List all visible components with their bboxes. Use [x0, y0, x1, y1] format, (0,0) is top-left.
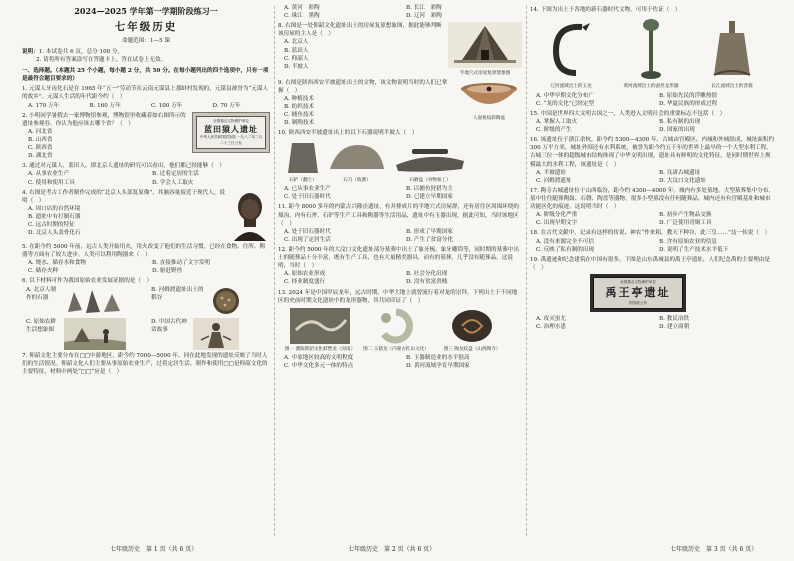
option: B. 玉器制造业的水平很高 — [406, 355, 470, 362]
option: A. 170 万年 — [28, 102, 60, 109]
option: C. 中华文化多元一体的特点 — [284, 363, 354, 370]
question-stem: 1. 元谋人牙齿化石是在 1965 年“五一”劳动节在云南元谋县上那蚌村发现的，元谋县被誉为“元谋人的故乡”。元谋人生活的年代距今约（ ） — [22, 86, 269, 101]
question-13 — [278, 289, 522, 371]
question-14 — [530, 6, 776, 108]
yu-wang-pavilion-plaque-image — [590, 274, 686, 312]
option: A. 北京人制作的石器 — [26, 287, 56, 302]
silk-dragon-vessel-image — [634, 17, 668, 81]
option: A. 处于旧石器时代 — [284, 228, 331, 235]
figure-caption: 半地穴式房屋复原想象图 — [459, 71, 511, 77]
figure-caption: 图一 濮阳仰韶文化蚌塑龙（河南） — [284, 346, 356, 352]
option: B. 遗址中有打制石器 — [28, 214, 81, 220]
figure-caption: 黄河流域出土的蚕丝龙形器 — [623, 84, 679, 90]
question-stem: 18. 在古代文献中，记录有这样的传说，神农“作来耜，教天下种谷，此三皇……”这一传说（ ） — [530, 230, 771, 237]
jade-dragon-image — [546, 17, 596, 81]
option: D. 广泛使用青铜工具 — [659, 220, 712, 227]
question-stem: 10. 陕西西安半坡遗址出土的以下石器说明半坡人（ ） — [278, 130, 418, 137]
option: C. 出现早期文字 — [536, 220, 578, 227]
question-8 — [278, 22, 522, 77]
page-2-column — [278, 4, 522, 544]
figure — [360, 308, 432, 353]
plaque-bottom-text: 国务院公布 — [629, 301, 647, 306]
plaque-bottom-text: 中华人民共和国国务院 一九八二年二月二十三日公布 — [199, 135, 263, 145]
page-3-column — [530, 4, 776, 544]
figure — [692, 17, 772, 90]
stone-spade-image — [284, 141, 322, 175]
option: D. 湖北省 — [28, 153, 53, 160]
option: B. 过着定居的生活 — [152, 171, 199, 178]
option: D. 大汶口文化遗址 — [659, 177, 706, 184]
figure — [448, 22, 522, 77]
option: B. 社会分化出现 — [406, 271, 448, 278]
option: D. 70 万年 — [212, 102, 241, 109]
option: C. 远古时期的特征 — [28, 222, 75, 229]
page-footer: 七年级历史 第 1 页（共 6 页） — [110, 546, 198, 553]
school-year-heading: 2024—2025 学年第一学期阶段练习一 — [74, 6, 218, 16]
option: C. 反映了私有制的出现 — [536, 246, 594, 253]
option: D. 国家的出现 — [659, 127, 695, 134]
option: C. 100 万年 — [151, 102, 183, 109]
question-stem: 6. 以下材料可作为我国原始农业发展证据的是（ ） — [22, 278, 153, 285]
option: A. 从事农业生产 — [28, 171, 70, 178]
figure-caption: 图二 玉猪龙（内蒙古红山文化） — [363, 346, 429, 352]
option: A. 攻灭蚩尤 — [536, 316, 566, 323]
figure-caption: 人面鱼纹彩陶盆 — [472, 115, 506, 121]
figure-caption: 长江流域出土的昔鹿 — [711, 84, 753, 90]
option: B. 蓝田人 — [284, 47, 309, 54]
option: C. 择业制度盛行 — [284, 279, 326, 286]
option: B. 160 万年 — [89, 102, 121, 109]
question-7-options — [278, 4, 522, 20]
option: C. 原始农耕生活想象图 — [26, 319, 57, 334]
option: C. 出现了定居生活 — [284, 236, 331, 243]
question-stem: 3. 通过对元谋人、蓝田人，即北京人遗址的研究可以看出，他们都已经能够（ ） — [22, 163, 225, 170]
lantian-site-plaque-image — [192, 112, 270, 153]
option: A. 没有来源完全不可信 — [536, 238, 594, 245]
option: C. 处于旧石器时代 — [284, 194, 331, 201]
option: B. 长江 彩陶 — [406, 5, 442, 11]
question-11 — [278, 203, 522, 244]
option: C. 珠江 黑陶 — [284, 13, 320, 20]
option: D. 学会人工取火 — [152, 179, 194, 186]
exam-title: 七年级历史 — [114, 20, 178, 33]
option: B. 良渚古城遗址 — [659, 169, 701, 176]
plaque-top-text: 全国重点文物保护单位 — [620, 280, 656, 285]
question-1 — [22, 85, 270, 109]
figure — [456, 79, 522, 122]
option: D. 北京人头盖骨化石 — [28, 230, 81, 237]
shell-dragon-image — [290, 308, 350, 344]
question-stem: 8. 右图是一处仰韶文化遗址出土的房屋复原想象图，据此能够判断该房屋的主人是（ ） — [278, 23, 442, 38]
option: A. 原始农业形成 — [284, 271, 326, 278]
option: D. 黄河流域孕育早期国家 — [406, 363, 470, 370]
figure-caption: 石磨盘（谷物加工） — [409, 177, 451, 183]
option: D. 驱赶野兽 — [152, 268, 183, 274]
option: A. 周口店的自然环境 — [28, 205, 81, 212]
option: A. 掌握人工取火 — [536, 119, 578, 126]
question-15 — [530, 110, 776, 134]
exam-scope: 命题范围：1—5 课 — [121, 37, 171, 44]
question-3 — [22, 162, 270, 186]
figure — [532, 17, 610, 90]
plaque-main-text: 禹王亭遗址 — [605, 286, 671, 300]
question-stem: 7. 仰韶文化主要分布在□□中游地区，距今约 7000—5000 年，同在此地发现的遗址反映了当时人们的生活情况。仰韶文化人们主要从事原始农业生产，过着定居生活。制作和使用□□是仰韶文化的主要特征，材料中两处“□□”应是（ ） — [22, 353, 268, 376]
figure-caption: 石刀（收割） — [343, 177, 371, 183]
question-stem: 11. 距今 8000 多年的内蒙古兴隆洼遗址，有并排成片的半地穴式房屋群，还有居住区周围环绕的壕沟，内有石斧、石铲等生产工具和陶器等生活用品，遗址中有玉器出现，据此可知，当时该地区（ ） — [278, 204, 520, 227]
option: C. 阶级的产生 — [536, 127, 572, 134]
question-10 — [278, 129, 522, 201]
figure — [284, 308, 356, 353]
question-19 — [530, 256, 776, 332]
question-12 — [278, 246, 522, 287]
question-9 — [278, 79, 522, 128]
option: C. 陕西省 — [28, 145, 53, 152]
option: C. 河姆渡遗址 — [536, 177, 572, 184]
figure — [436, 308, 508, 353]
option: C. “龙的文化”已经定型 — [536, 100, 595, 107]
section-heading: 一、选择题。（本题共 25 个小题，每小题 2 分，共 50 分。在每小题列出的四个选项中，只有一项是最符合题目要求的） — [22, 68, 269, 83]
question-stem: 16. 该遗址位于浙江余杭，距今约 5300—4300 年，古城由宫殿区、内城和外城组成，城址面积约 300 万平方米，城址外围还有水利系统，被誉为距今约五千年的世界上最早的一个大型水利工程。古城三位一体的超级城市结构体现了中华文明出现，遗址具有鲜明的文化特征，是同时期世界上规模最大的水利工程，该遗址是（ ） — [530, 137, 775, 168]
bronze-bell-image — [710, 17, 754, 81]
option: D. 已建立早期国家 — [406, 194, 453, 201]
notes-line: 1. 本试卷共 6 页，总分 100 分。 — [38, 48, 124, 55]
option: D. 制陶技术 — [284, 120, 315, 127]
option: A. 烧水、储存水和食物 — [28, 259, 86, 266]
option: D. 说明了生产技术水平低下 — [659, 246, 729, 253]
figure — [284, 141, 322, 184]
notes-label: 说明： — [22, 48, 39, 55]
option: C. 使用和使用工具 — [28, 179, 75, 186]
option: B. 以捕鱼狩猎为主 — [406, 186, 453, 193]
option: B. 纺织技术 — [284, 104, 315, 111]
notes-line: 2. 请将所有答案涂写在答题卡上，答在试卷上无效。 — [36, 57, 167, 64]
option: B. 山西省 — [28, 137, 53, 144]
question-stem: 12. 距今约 5000 年的大汶口文化遗址部分墓葬中出土了象牙梳、象牙雕筒等，同时期的墓葬中出土的随葬品十分丰富，既有生产工具，也有大量精美器具，而有的墓葬，几乎没有随葬品。这说明，当时（ ） — [278, 246, 520, 270]
plaque-top-text: 全国重点文物保护单位 — [213, 118, 249, 123]
option: A. 黄河 彩陶 — [284, 5, 320, 11]
option: A. 北京人 — [284, 39, 309, 46]
stone-knife-image — [328, 141, 386, 175]
question-stem: 14. 下图为出土于各地的新石器时代文物，可用于佐证（ ） — [530, 7, 681, 13]
option: A. 已从事农业生产 — [284, 186, 331, 193]
option: B. 含有原始农业的信息 — [659, 238, 718, 245]
option: A. 阶级分化严重 — [536, 212, 578, 219]
option: C. 仰韶人 — [284, 55, 309, 62]
column-divider — [526, 6, 527, 536]
figure — [392, 141, 468, 184]
plaque-main-text: 蓝田猿人遗址 — [204, 123, 258, 134]
option: B. 私有制的出现 — [659, 119, 701, 126]
option: B. 直接推动了文字发明 — [152, 259, 211, 266]
option: A. 河北省 — [28, 128, 53, 135]
page-1-column — [22, 4, 270, 544]
painted-pottery-basin-image — [456, 79, 522, 113]
question-stem: 5. 在距今约 5000 年前，远古人类开始用火，用火改变了他们的生活习惯，已经在食物、住所、陶器等方面有了较大进步。人类可以利用陶器来（ ） — [22, 243, 266, 258]
page-footer: 七年级历史 第 3 页（共 6 页） — [670, 546, 758, 553]
figure-caption: 图三 陶龙纹盘（山西陶寺） — [443, 346, 501, 352]
option: D. 中国古代神话故事 — [151, 319, 187, 334]
page-footer: 七年级历史 第 2 页（共 6 页） — [348, 546, 436, 553]
option: A. 种植技术 — [284, 96, 314, 103]
option: B. 形成了早期国家 — [406, 228, 453, 235]
question-stem: 19. 禹遗迹和纪念建筑在中国有很多，下图是山东禹城县的禹王亭遗址，人们纪念禹的主要理由是（ ） — [530, 256, 771, 271]
option: B. 原始先民的浮雕热情 — [659, 92, 718, 99]
option: D. 半坡人 — [284, 63, 309, 70]
exam-notes — [22, 48, 270, 64]
question-6 — [22, 277, 270, 350]
option: B. 初步产生物品交换 — [659, 212, 712, 219]
option: C. 治理水患 — [536, 324, 567, 331]
question-2 — [22, 112, 270, 161]
question-17 — [530, 187, 776, 228]
farming-scene-image — [64, 318, 126, 350]
option: D. 辽河 彩陶 — [406, 13, 442, 20]
option: B. 教民冶铁 — [659, 316, 690, 323]
option: A. 中华早期文化分布广 — [536, 92, 594, 99]
semi-subterranean-house-image — [448, 22, 522, 68]
question-stem: 13. 2024 年是中国甲辰龙年，远古时期，中华大地上就曾流行着对龙的崇拜。下列出土于不同地区的史前时期文化遗址中的龙形器物，其共同印证了（ ） — [278, 289, 518, 304]
question-5 — [22, 243, 270, 275]
figure-caption: 石铲（翻土） — [289, 177, 317, 183]
jade-pig-dragon-image — [376, 308, 416, 344]
stone-tools-image — [64, 286, 126, 316]
option: D. 建立商朝 — [659, 324, 690, 331]
question-18 — [530, 229, 776, 253]
question-16 — [530, 136, 776, 185]
option: D. 华夏民族的形成过程 — [659, 100, 718, 107]
peking-man-bust-image — [230, 189, 270, 241]
question-stem: 9. 右图是陕西西安半坡遗址出土的文物，该文物说明当时的人们已掌握（ ） — [278, 79, 448, 94]
option: A. 半坡遗址 — [536, 169, 566, 176]
figure — [328, 141, 386, 184]
myth-figure-image — [193, 318, 239, 350]
option: C. 捕鱼技术 — [284, 112, 315, 119]
question-stem: 17. 陶寺古城遗址位于山西临汾，距今约 4300—4000 年。城内有多处墓地，大型墓葬集中分布，墓中往往随葬陶鼓、石磬、陶盘等器物，很多小型墓没有任何随葬品。城内还有有宫殿基址和城市功能区化的痕迹。这说明当时（ ） — [530, 187, 775, 211]
question-stem: 15. 中国是世界四大文明古国之一，人类进入文明社会的重要标志不包括（ ） — [530, 110, 726, 117]
option: B. 河姆渡遗址出土的稻谷 — [151, 287, 204, 302]
question-stem: 4. 右图是考古工作者制作完成的“北京人头部复原像”，其脑容量接近于现代人，说明（ ） — [22, 189, 226, 204]
option: D. 没有贫富贵贱 — [406, 279, 448, 286]
question-7 — [22, 352, 270, 376]
question-4 — [22, 189, 270, 241]
figure-caption: 辽河流域出土的玉龙 — [550, 84, 592, 90]
grinding-stone-image — [392, 141, 468, 175]
column-divider — [274, 6, 275, 536]
dragon-pattern-plate-image — [450, 308, 494, 344]
option: C. 储存火种 — [28, 268, 59, 274]
figure — [612, 17, 690, 90]
question-stem: 2. 小明同学暑假去一家博物馆参观，博物馆里收藏着如右图所示的遗址参观券。你认为他应该去哪个省？（ ） — [22, 112, 186, 127]
option: A. 中原地区较高的文明程度 — [284, 355, 354, 362]
rice-grains-image — [209, 286, 243, 316]
option: D. 产生了贫富分化 — [406, 236, 453, 243]
